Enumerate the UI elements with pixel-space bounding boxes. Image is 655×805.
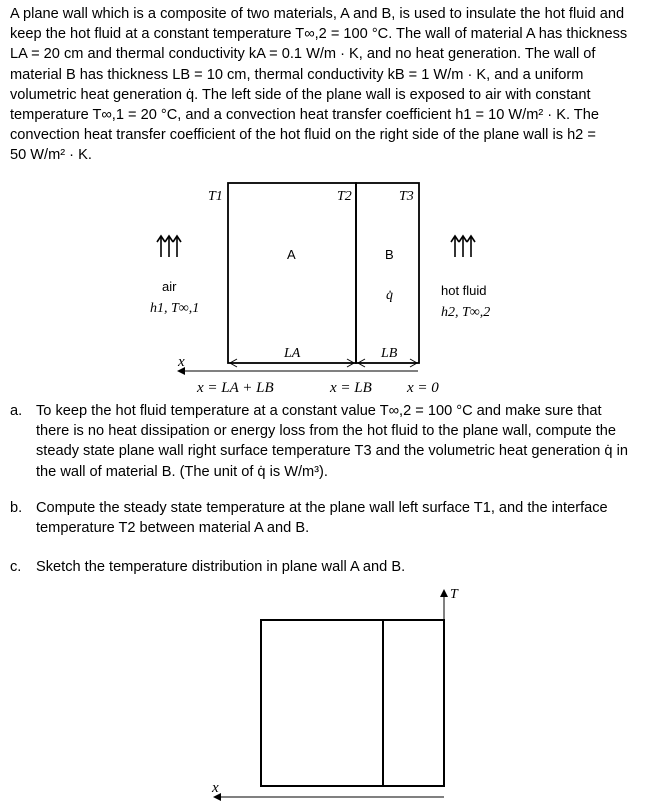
- problem-line: A plane wall which is a composite of two materials, A and B, is used to insulate the hot fluid and: [10, 6, 625, 22]
- question-line: there is no heat dissipation or energy loss from the hot fluid to the plane wall, compute the: [36, 423, 617, 440]
- question-line: Compute the steady state temperature at the plane wall left surface T1, and the interface: [36, 500, 608, 516]
- dim-label-la: LA: [284, 346, 301, 361]
- problem-line: keep the hot fluid at a constant temperature T∞,2 = 100 °C. The wall of material A has thickness: [10, 26, 628, 43]
- question-line: temperature T2 between material A and B.: [36, 520, 310, 537]
- label-t1: T1: [208, 189, 223, 204]
- air-params: h1, T∞,1: [150, 301, 200, 316]
- label-t2: T2: [337, 189, 352, 204]
- pos-right: x = 0: [407, 380, 439, 396]
- problem-line: convection heat transfer coefficient of the hot fluid on the right side of the plane wall is h2 =: [10, 127, 596, 144]
- problem-line: volumetric heat generation q̇. The left side of the plane wall is exposed to air with constant: [10, 86, 591, 103]
- sketch-x-axis-label: x: [212, 780, 219, 796]
- question-line: Sketch the temperature distribution in plane wall A and B.: [36, 559, 406, 575]
- pos-left: x = LA + LB: [197, 380, 274, 396]
- pos-mid: x = LB: [330, 380, 372, 396]
- t-axis-label: T: [450, 587, 458, 602]
- question-line: the wall of material B. (The unit of q̇ is W/m³).: [36, 463, 328, 480]
- dim-label-lb: LB: [381, 346, 398, 361]
- label-t3: T3: [399, 189, 414, 204]
- problem-line: material B has thickness LB = 10 cm, thermal conductivity kB = 1 W/m · K, and a uniform: [10, 66, 584, 83]
- sketch-wall-a: [261, 620, 383, 786]
- question-label: c.: [10, 559, 22, 575]
- problem-line: LA = 20 cm and thermal conductivity kA = 0.1 W/m · K, and no heat generation. The wall of: [10, 46, 596, 63]
- question-line: steady state plane wall right surface temperature T3 and the volumetric heat generation q̇ in: [36, 443, 628, 460]
- x-axis-label: x: [178, 354, 185, 370]
- hot-fluid-params: h2, T∞,2: [441, 305, 491, 320]
- question-line: To keep the hot fluid temperature at a constant value T∞,2 = 100 °C and make sure that: [36, 403, 602, 419]
- question-label: a.: [10, 403, 23, 419]
- label-material-a: A: [287, 247, 296, 262]
- label-qdot: q̇: [386, 288, 393, 303]
- problem-line: 50 W/m² · K.: [10, 147, 92, 164]
- label-material-b: B: [385, 247, 394, 262]
- air-label: air: [162, 279, 177, 294]
- question-label: b.: [10, 500, 23, 516]
- hot-fluid-label: hot fluid: [441, 283, 487, 298]
- problem-line: temperature T∞,1 = 20 °C, and a convection heat transfer coefficient h1 = 10 W/m² · K. The: [10, 107, 599, 124]
- sketch-wall-b: [383, 620, 444, 786]
